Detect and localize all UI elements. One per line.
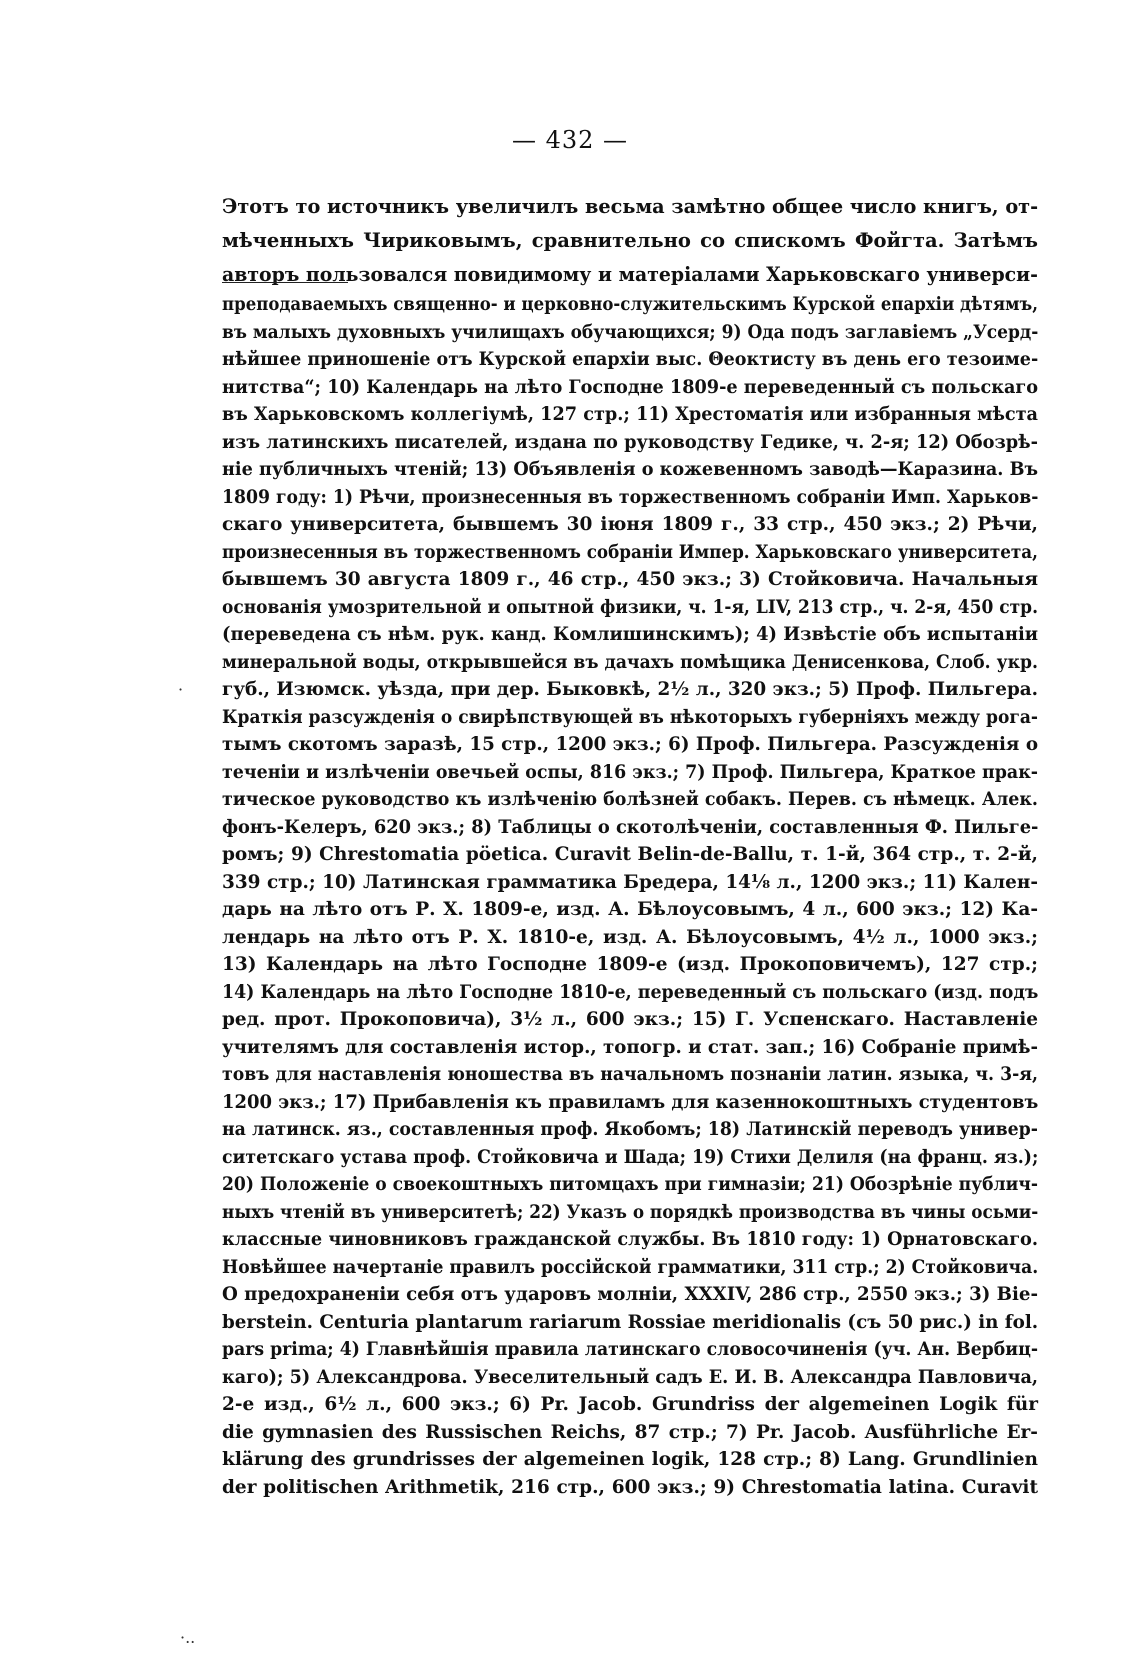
footnote-line: 2-е изд., 6½ л., 600 экз.; 6) Pr. Jacob. Grundriss der algemeinen Logik für	[222, 1394, 1038, 1415]
footnote-line: тымъ скотомъ заразѣ, 15 стр., 1200 экз.; 6) Проф. Пильгера. Разсужденія о	[222, 734, 1038, 755]
footnote-line: ніе публичныхъ чтеній; 13) Объявленія о кожевенномъ заводѣ—Каразина. Въ	[222, 459, 1038, 480]
footnote-line: теченіи и излѣченіи овечьей оспы, 816 экз.; 7) Проф. Пильгера, Краткое прак-	[222, 761, 1038, 783]
footnote-line: бывшемъ 30 августа 1809 г., 46 стр., 450 экз.; 3) Стойковича. Начальныя	[222, 569, 1038, 590]
footnote-line: классные чиновниковъ гражданской службы. Въ 1810 году: 1) Орнатовскаго.	[222, 1229, 1038, 1250]
footnote-line: тическое руководство къ излѣченію болѣзней собакъ. Перев. съ нѣмецк. Алек.	[222, 789, 1038, 810]
main-line: мѣченныхъ Чириковымъ, сравнительно со спискомъ Фойгта. Затѣмъ	[222, 229, 1038, 252]
footnote-line: Новѣйшее начертаніе правилъ россійской грамматики, 311 стр.; 2) Стойковича.	[222, 1256, 1039, 1278]
footnote-line: berstein. Centuria plantarum rariarum Rossiae meridionalis (съ 50 рис.) in fol.	[222, 1311, 1039, 1333]
footnote-line: преподаваемыхъ священно- и церковно-служительскимъ Курской епархіи дѣтямъ,	[222, 294, 1038, 315]
footnote-line: минеральной воды, открывшейся въ дачахъ помѣщика Денисенкова, Слоб. укр.	[222, 651, 1038, 673]
footnote-line: 14) Календарь на лѣто Господне 1810-е, переведенный съ польскаго (изд. подъ	[222, 981, 1039, 1003]
footnote-line: der politischen Arithmetik, 216 стр., 600 экз.; 9) Chrestomatia latina. Curavit	[222, 1476, 1038, 1498]
footnote-line: ситетскаго устава проф. Стойковича и Шада; 19) Стихи Делиля (на франц. яз.);	[222, 1146, 1039, 1168]
footnote-line: каго); 5) Александрова. Увеселительный садъ Е. И. В. Александра Павловича,	[222, 1366, 1039, 1388]
footnote-line: лендарь на лѣто отъ Р. Х. 1810-е, изд. А. Бѣлоусовымъ, 4½ л., 1000 экз.;	[222, 926, 1038, 948]
footnote-line: pars prima; 4) Главнѣйшія правила латинскаго словосочиненія (уч. Ан. Вербиц-	[222, 1339, 1039, 1360]
footnote-line: учителямъ для составленія истор., топогр. и стат. зап.; 16) Собраніе примѣ-	[222, 1036, 1039, 1058]
footnote-line: 1200 экз.; 17) Прибавленія къ правиламъ для казеннокоштныхъ студентовъ	[222, 1091, 1039, 1113]
main-line: авторъ пользовался повидимому и матеріалами Харьковскаго универси-	[222, 263, 1038, 286]
footnote-line: въ малыхъ духовныхъ училищахъ обучающихся; 9) Ода подъ заглавіемъ „Усерд-	[222, 321, 1039, 343]
footnote-line: изъ латинскихъ писателей, издана по руководству Гедике, ч. 2-я; 12) Обозрѣ-	[222, 431, 1038, 453]
footnote-rule	[222, 282, 348, 283]
footnote-line: дарь на лѣто отъ Р. Х. 1809-е, изд. А. Бѣлоусовымъ, 4 л., 600 экз.; 12) Ка-	[222, 899, 1038, 920]
footnote-line: губ., Изюмск. уѣзда, при дер. Быковкѣ, 2½ л., 320 экз.; 5) Проф. Пильгера.	[222, 679, 1039, 700]
page-number: — 432 —	[511, 126, 629, 154]
footnote-line: 20) Положеніе о своекоштныхъ питомцахъ при гимназіи; 21) Обозрѣніе публич-	[222, 1174, 1038, 1195]
main-text	[222, 190, 1038, 292]
footnote-line: произнесенныя въ торжественномъ собраніи Импер. Харьковскаго университета,	[222, 541, 1038, 563]
footnote-line: 339 стр.; 10) Латинская грамматика Бредера, 14⅛ л., 1200 экз.; 11) Кален-	[222, 871, 1038, 893]
footnote-line: 13) Календарь на лѣто Господне 1809-е (изд. Прокоповичемъ), 127 стр.;	[222, 954, 1038, 975]
stray-mark: ·..	[180, 1628, 196, 1647]
footnote-text	[222, 291, 1038, 1501]
footnote-line: нитства“; 10) Календарь на лѣто Господне 1809-е переведенный съ польскаго	[222, 376, 1038, 398]
footnote-line: товъ для наставленія юношества въ начальномъ познаніи латин. языка, ч. 3-я,	[222, 1064, 1038, 1085]
footnote-line: 1809 году: 1) Рѣчи, произнесенныя въ торжественномъ собраніи Имп. Харьков-	[222, 486, 1039, 508]
footnote-line: нѣйшее приношеніе отъ Курской епархіи выс. Θеоктисту въ день его тезоиме-	[222, 349, 1039, 370]
stray-mark: ·	[178, 680, 184, 699]
footnote-line: Краткія разсужденія о свирѣпствующей въ нѣкоторыхъ губерніяхъ между рога-	[222, 706, 1038, 728]
footnote-line: на латинск. яз., составленныя проф. Якобомъ; 18) Латинскій переводъ универ-	[222, 1119, 1038, 1140]
footnote-line: (переведена съ нѣм. рук. канд. Комлишинскимъ); 4) Извѣстіе объ испытаніи	[222, 624, 1039, 645]
footnote-line: скаго университета, бывшемъ 30 іюня 1809 г., 33 стр., 450 экз.; 2) Рѣчи,	[222, 514, 1038, 535]
footnote-line: ред. прот. Прокоповича), 3½ л., 600 экз.; 15) Г. Успенскаго. Наставленіе	[222, 1009, 1038, 1030]
footnote-line: ромъ; 9) Chrestomatia pöetica. Curavit Belin-de-Ballu, т. 1-й, 364 стр., т. 2-й,	[222, 844, 1038, 865]
footnote-line: О предохраненіи себя отъ ударовъ молніи, XXXIV, 286 стр., 2550 экз.; 3) Bie-	[222, 1284, 1038, 1305]
footnote-line: основанія умозрительной и опытной физики, ч. 1-я, LIV, 213 стр., ч. 2-я, 450 стр.	[222, 596, 1038, 618]
footnote-line: фонъ-Келеръ, 620 экз.; 8) Таблицы о скотолѣченіи, составленныя Ф. Пильге-	[222, 816, 1039, 838]
footnote-line: die gymnasien des Russischen Reichs, 87 стр.; 7) Pr. Jacob. Ausführliche Er-	[222, 1421, 1038, 1443]
footnote-line: ныхъ чтеній въ университетѣ; 22) Указъ о порядкѣ производства въ чины осьми-	[222, 1201, 1039, 1223]
footnote-line: въ Харьковскомъ коллегіумѣ, 127 стр.; 11) Хрестоматія или избранныя мѣста	[222, 404, 1038, 425]
footnote-line: klärung des grundrisses der algemeinen logik, 128 стр.; 8) Lang. Grundlinien	[222, 1449, 1038, 1470]
main-line: Этотъ то источникъ увеличилъ весьма замѣтно общее число книгъ, от-	[222, 195, 1039, 218]
